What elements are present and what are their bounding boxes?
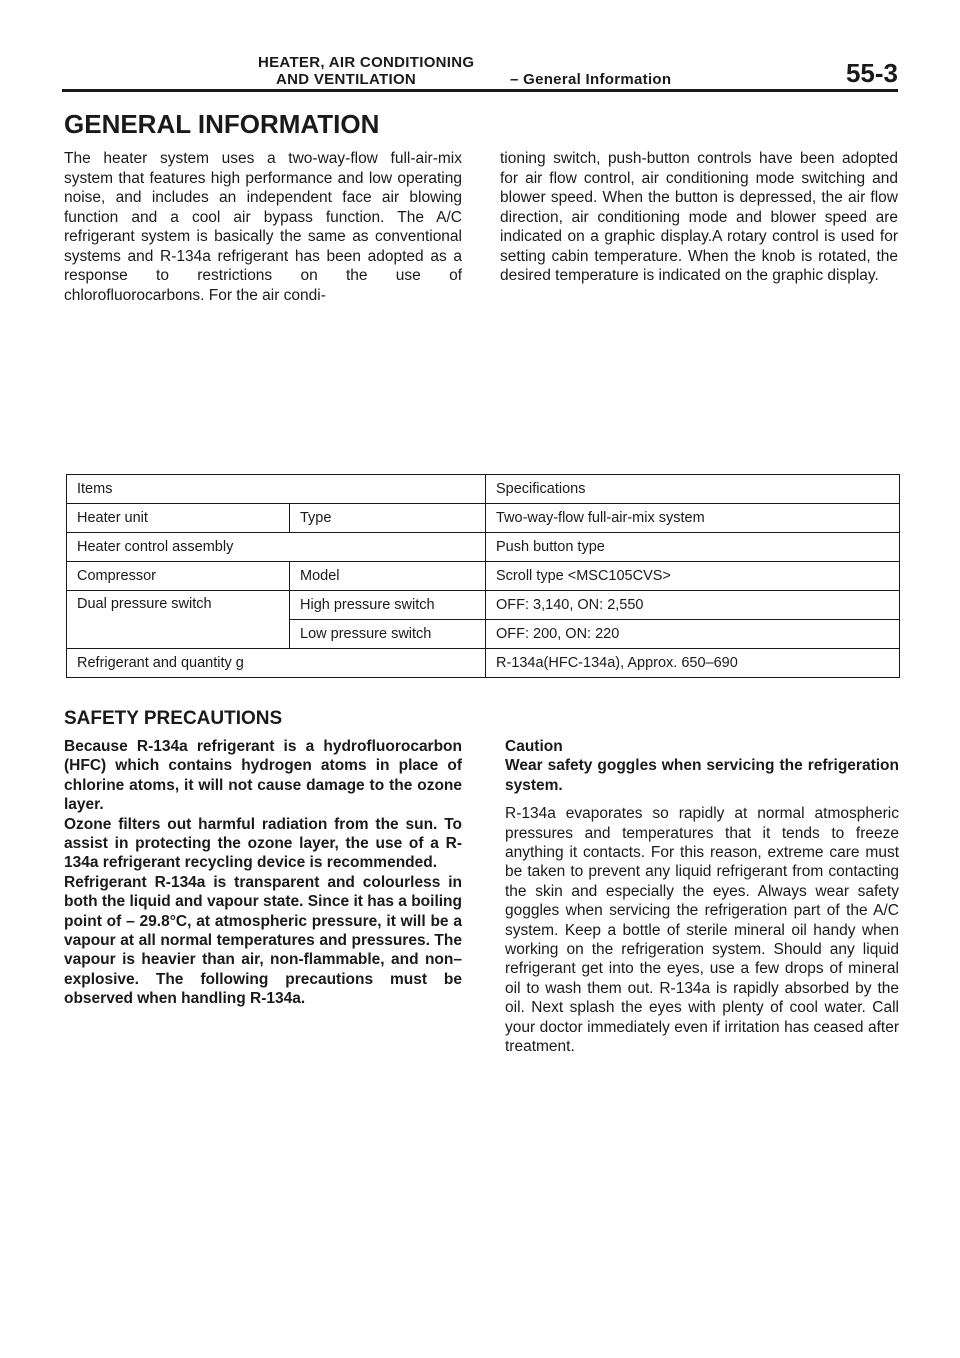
- header-section-line2: AND VENTILATION: [276, 71, 417, 88]
- intro-column-left: [64, 149, 462, 305]
- table-cell-sub: Low pressure switch: [290, 620, 486, 649]
- caution-emphasis: Wear safety goggles when servicing the refrigeration system.: [505, 757, 899, 794]
- table-row: [67, 649, 900, 678]
- table-header-row: [67, 475, 900, 504]
- safety-precautions-title: SAFETY PRECAUTIONS: [64, 708, 283, 729]
- caution-title: Caution: [505, 738, 563, 755]
- general-information-title: GENERAL INFORMATION: [64, 109, 380, 139]
- table-cell-spec: Push button type: [486, 533, 900, 562]
- header-subsection: – General Information: [510, 71, 672, 88]
- table-header-items: Items: [67, 475, 486, 504]
- table-cell-item: Heater control assembly: [67, 533, 486, 562]
- safety-paragraph: Ozone filters out harmful radiation from the sun. To assist in protecting the ozone layer, the use of a R-134a refrigerant recycling device is recommended.: [64, 815, 462, 872]
- table-row: [67, 504, 900, 533]
- table-cell-spec: OFF: 200, ON: 220: [486, 620, 900, 649]
- table-cell-item: Dual pressure switch: [67, 591, 290, 649]
- table-cell-item: Heater unit: [67, 504, 290, 533]
- table-cell-item: Refrigerant and quantity g: [67, 649, 486, 678]
- table-cell-spec: OFF: 3,140, ON: 2,550: [486, 591, 900, 620]
- table-cell-sub: High pressure switch: [290, 591, 486, 620]
- intro-column-right: [500, 149, 898, 286]
- table-cell-sub: Type: [290, 504, 486, 533]
- table-row: [67, 591, 900, 620]
- table-cell-sub: Model: [290, 562, 486, 591]
- intro-paragraph-right: tioning switch, push-button controls have been adopted for air flow control, air conditioning mode switching and blower speed. When the button is depressed, the air flow direction, air conditioning mode and blower speed are indicated on a graphic display.A rotary control is used for setting cabin temperature. When the knob is rotated, the desired temperature is indicated on the graphic display.: [500, 150, 898, 284]
- header-section-line1: HEATER, AIR CONDITIONING: [258, 54, 475, 71]
- table-cell-spec: R-134a(HFC-134a), Approx. 650–690: [486, 649, 900, 678]
- table-row: [67, 533, 900, 562]
- table-cell-spec: Scroll type <MSC105CVS>: [486, 562, 900, 591]
- table-cell-item: Compressor: [67, 562, 290, 591]
- safety-paragraph: Refrigerant R-134a is transparent and colourless in both the liquid and vapour state. Since it has a boiling point of – 29.8°C, at atmospheric pressure, it will be a vapour at all normal temperatures and pressures. The vapour is heavier than air, non-flammable, and non–explosive. The following precautions must be observed when handling R-134a.: [64, 873, 462, 1008]
- page-number: 55-3: [845, 58, 898, 88]
- header-rule: [62, 89, 898, 92]
- caution-body: R-134a evaporates so rapidly at normal atmospheric pressures and temperatures that it tends to freeze anything it contacts. For this reason, extreme care must be taken to prevent any liquid refrigerant from contacting the skin and especially the eyes. Always wear safety goggles when servicing the refrigeration part of the A/C system. Keep a bottle of sterile mineral oil handy when working on the refrigeration system. Should any liquid refrigerant get into the eyes, use a few drops of mineral oil to wash them out. R-134a is rapidly absorbed by the oil. Next splash the eyes with plenty of cool water. Call your doctor immediately even if irritation has ceased after treatment.: [505, 805, 899, 1056]
- spec-table: [66, 474, 900, 678]
- intro-paragraph-left: The heater system uses a two-way-flow full-air-mix system that features high performance and low operating noise, and includes an independent face air blowing function and a cool air bypass function. The A/C refrigerant system is basically the same as conventional systems and R-134a refrigerant has been adopted as a response to restrictions on the use of chlorofluorocarbons. For the air condi-: [64, 150, 462, 304]
- table-header-specs: Specifications: [486, 475, 900, 504]
- table-row: [67, 562, 900, 591]
- safety-column-left: [64, 737, 462, 1009]
- safety-paragraph: Because R-134a refrigerant is a hydrofluorocarbon (HFC) which contains hydrogen atoms in place of chlorine atoms, it will not cause damage to the ozone layer.: [64, 738, 462, 814]
- table-cell-spec: Two-way-flow full-air-mix system: [486, 504, 900, 533]
- safety-column-right: [505, 737, 899, 1057]
